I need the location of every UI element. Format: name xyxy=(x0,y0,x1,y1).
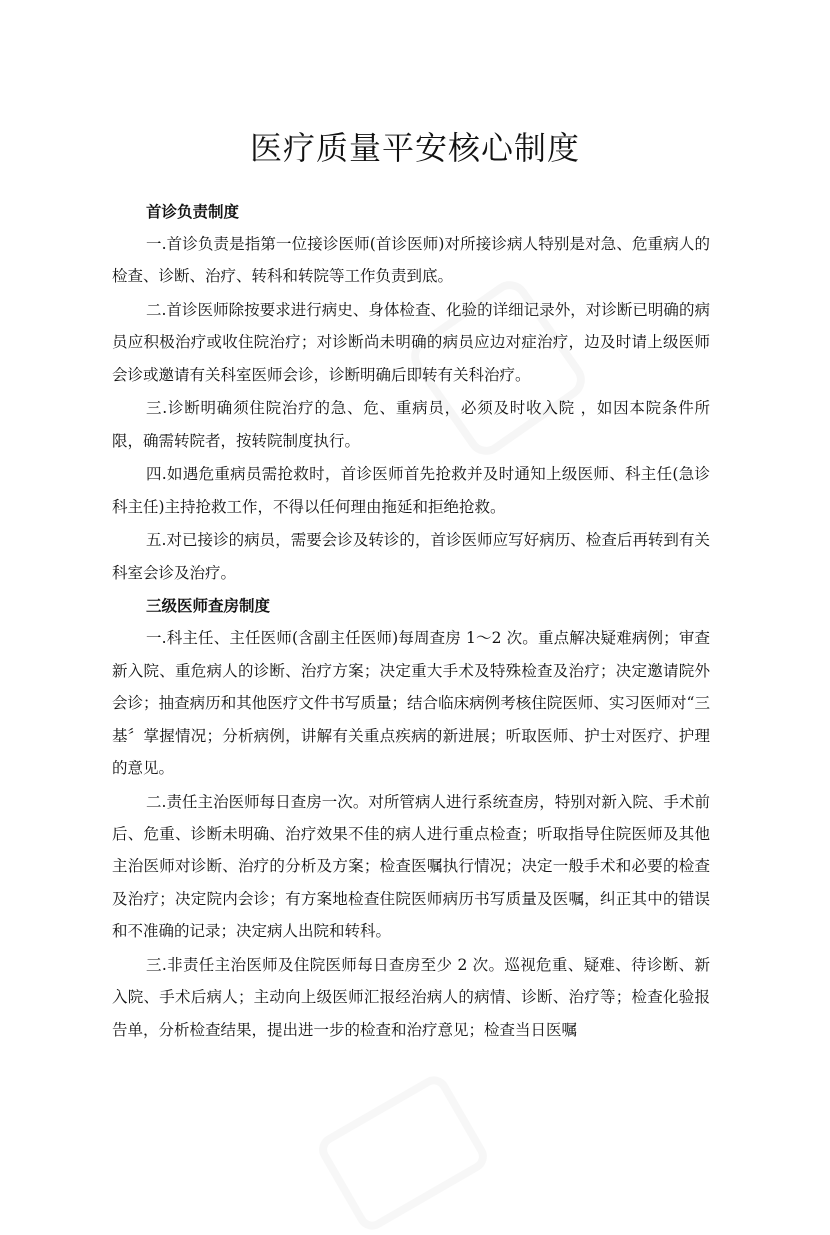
document-body xyxy=(112,196,710,1047)
paragraph: 二.责任主治医师每日查房一次。对所管病人进行系统查房，特别对新入院、手术前后、危重、诊断未明确、治疗效果不佳的病人进行重点检查；听取指导住院医师及其他主治医师对诊断、治疗的分析及方案；检查医嘱执行情况；决定一般手术和必要的检查及治疗；决定院内会诊；有方案地检查住院医师病历书写质量及医嘱，纠正其中的错误和不准确的记录；决定病人出院和转科。 xyxy=(112,792,710,941)
paragraph: 一.首诊负责是指第一位接诊医师(首诊医师)对所接诊病人特别是对急、危重病人的检查、诊断、治疗、转科和转院等工作负责到底。 xyxy=(112,235,710,286)
paragraph: 二.首诊医师除按要求进行病史、身体检查、化验的详细记录外，对诊断已明确的病员应积极治疗或收住院治疗；对诊断尚未明确的病员应边对症治疗，边及时请上级医师会诊或邀请有关科室医师会诊，诊断明确后即转有关科治疗。 xyxy=(112,301,710,384)
section-heading-first-visit: 首诊负责制度 xyxy=(146,202,240,221)
document-title: 医疗质量平安核心制度 xyxy=(249,129,580,167)
paragraph: 五.对已接诊的病员，需要会诊及转诊的，首诊医师应写好病历、检查后再转到有关科室会诊及治疗。 xyxy=(112,531,710,582)
paragraph: 一.科主任、主任医师(含副主任医师)每周查房 1～2 次。重点解决疑难病例；审查新入院、重危病人的诊断、治疗方案；决定重大手术及特殊检查及治疗；决定邀请院外会诊；抽查病历和其他医疗文件书写质量；结合临床病例考核住院医师、实习医师对“三基〞掌握情况；分析病例，讲解有关重点疾病的新进展；听取医师、护士对医疗、护理的意见。 xyxy=(112,629,710,778)
paragraph: 三.非责任主治医师及住院医师每日查房至少 2 次。巡视危重、疑难、待诊断、新入院、手术后病人；主动向上级医师汇报经治病人的病情、诊断、治疗等；检查化验报告单，分析检查结果，提出进一步的检查和治疗意见；检查当日医嘱 xyxy=(112,955,710,1039)
paragraph: 四.如遇危重病员需抢救时，首诊医师首先抢救并及时通知上级医师、科主任(急诊科主任)主持抢救工作，不得以任何理由拖延和拒绝抢救。 xyxy=(112,465,710,516)
watermark-mark xyxy=(313,1071,492,1235)
section-heading-three-level-rounds: 三级医师查房制度 xyxy=(146,596,271,616)
paragraph: 三.诊断明确须住院治疗的急、危、重病员，必须及时收入院 ，如因本院条件所限，确需转院者，按转院制度执行。 xyxy=(112,399,710,450)
